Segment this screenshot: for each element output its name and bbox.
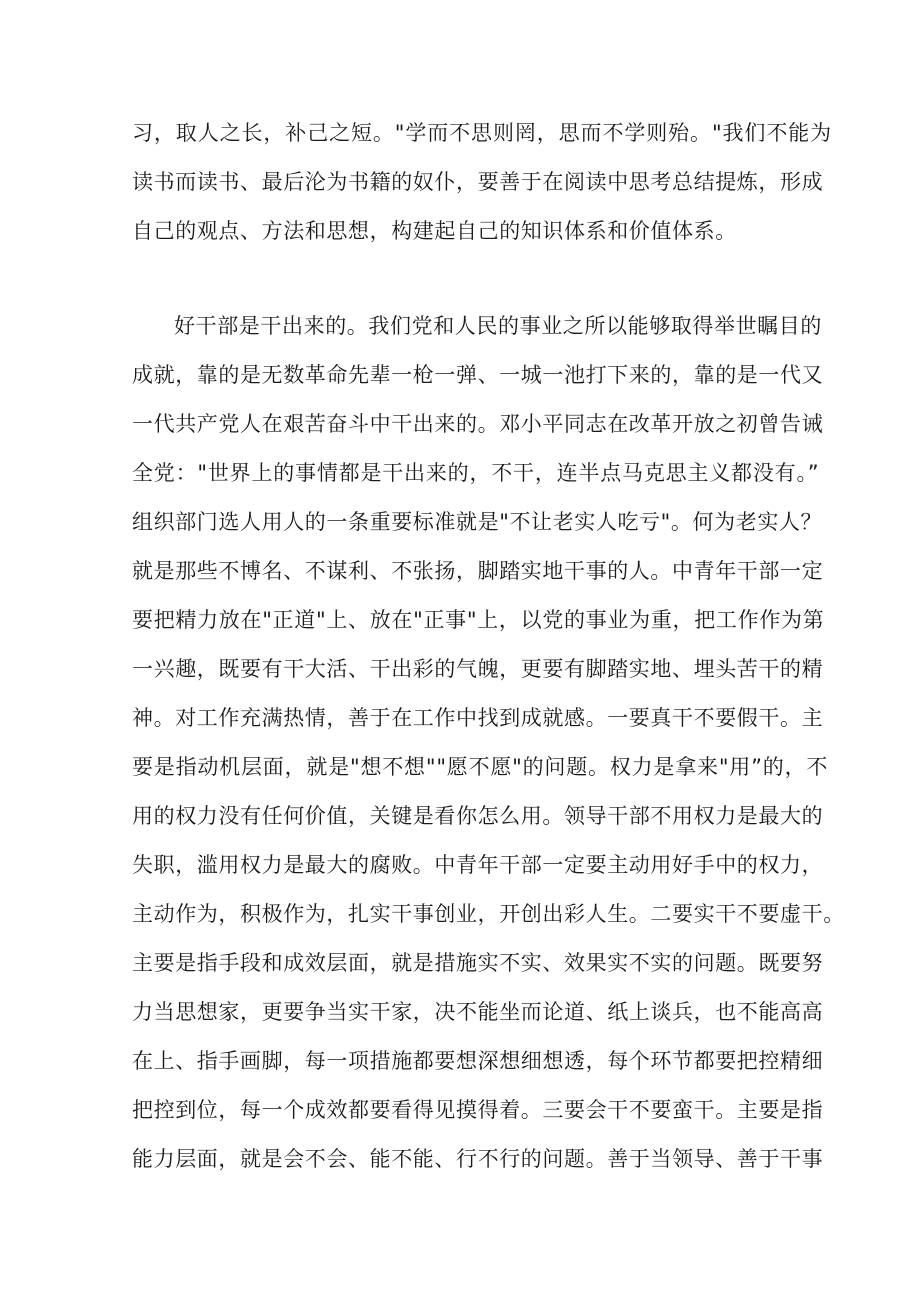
text-line: 好干部是干出来的。我们党和人民的事业之所以能够取得举世瞩目的 bbox=[174, 314, 822, 338]
text-line: 一兴趣，既要有干大活、干出彩的气魄，更要有脚踏实地、埋头苦干的精 bbox=[132, 657, 824, 681]
text-line: 自己的观点、方法和思想，构建起自己的知识体系和价值体系。 bbox=[132, 219, 737, 243]
text-line: 神。对工作充满热情，善于在工作中找到成就感。一要真干不要假干。主 bbox=[132, 706, 824, 730]
text-line: 成就，靠的是无数革命先辈一枪一弹、一城一池打下来的，靠的是一代又 bbox=[132, 363, 824, 387]
text-line: 全党："世界上的事情都是干出来的，不干，连半点马克思主义都没有。” bbox=[132, 461, 820, 485]
text-line: 把控到位，每一个成效都要看得见摸得着。三要会干不要蛮干。主要是指 bbox=[132, 1098, 824, 1122]
text-line: 习，取人之长，补己之短。"学而不思则罔，思而不学则殆。"我们不能为 bbox=[132, 121, 833, 145]
text-line: 就是那些不博名、不谋利、不张扬，脚踏实地干事的人。中青年干部一定 bbox=[132, 559, 824, 583]
text-line: 一代共产党人在艰苦奋斗中干出来的。邓小平同志在改革开放之初曾告诫 bbox=[132, 412, 824, 436]
text-line: 主要是指手段和成效层面，就是措施实不实、效果实不实的问题。既要努 bbox=[132, 951, 824, 975]
text-line: 失职，滥用权力是最大的腐败。中青年干部一定要主动用好手中的权力， bbox=[132, 853, 824, 877]
text-line: 读书而读书、最后沦为书籍的奴仆，要善于在阅读中思考总结提炼，形成 bbox=[132, 170, 824, 194]
text-line: 要把精力放在"正道"上、放在"正事"上，以党的事业为重，把工作作为第 bbox=[132, 608, 825, 632]
text-line: 组织部门选人用人的一条重要标准就是"不让老实人吃亏"。何为老实人？ bbox=[132, 510, 823, 534]
text-line: 用的权力没有任何价值，关键是看你怎么用。领导干部不用权力是最大的 bbox=[132, 804, 824, 828]
text-line: 主动作为，积极作为，扎实干事创业，开创出彩人生。二要实干不要虚干。 bbox=[132, 902, 845, 926]
text-line: 能力层面，就是会不会、能不能、行不行的问题。善于当领导、善于干事 bbox=[132, 1147, 824, 1171]
text-line: 要是指动机层面，就是"想不想""愿不愿"的问题。权力是拿来"用”的，不 bbox=[132, 755, 829, 779]
text-line: 在上、指手画脚，每一项措施都要想深想细想透，每个环节都要把控精细 bbox=[132, 1049, 824, 1073]
text-line: 力当思想家，更要争当实干家，决不能坐而论道、纸上谈兵，也不能高高 bbox=[132, 1000, 824, 1024]
